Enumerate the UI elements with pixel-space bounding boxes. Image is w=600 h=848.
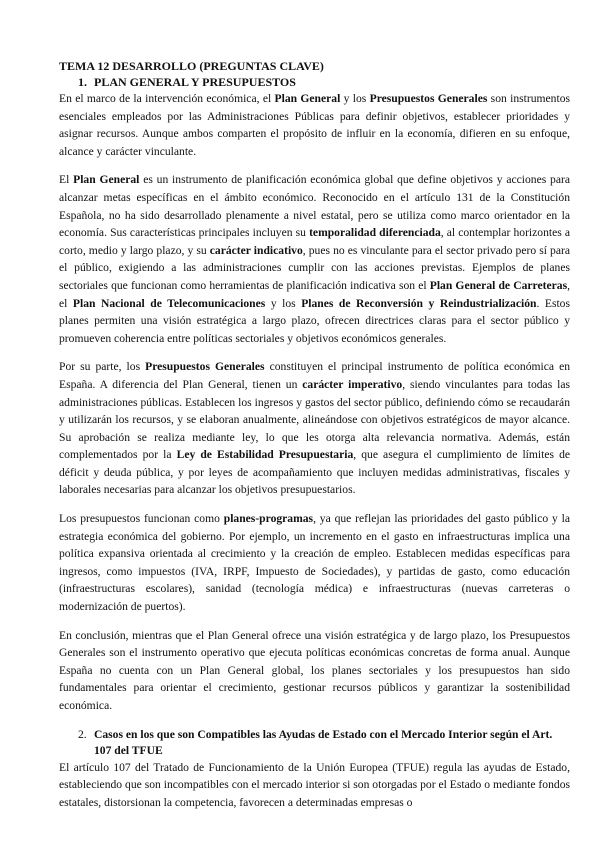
section-1-number: 1. xyxy=(78,75,87,89)
section-1-heading xyxy=(78,74,570,90)
section-2-heading xyxy=(78,727,570,759)
paragraph: El Plan General es un instrumento de planificación económica global que define objetivos y acciones para alcanzar metas específicas en el ámbito económico. Reconocido en el artículo 131 de la Constitución Española, no ha sido desarrollado plenamente a nivel estatal, pero se utiliza como marco orientador en la economía. Sus características principales incluyen su temporalidad diferenciada, al contemplar horizontes a corto, medio y largo plazo, y su carácter indicativo, pues no es vinculante para el sector privado pero sí para el público, exigiendo a las administraciones cumplir con las acciones previstas. Ejemplos de planes sectoriales que funcionan como herramientas de planificación indicativa son el Plan General de Carreteras, el Plan Nacional de Telecomunicaciones y los Planes de Reconversión y Reindustrialización. Estos planes permiten una visión estratégica a largo plazo, ofrecen directrices claras para el sector público y promueven coherencia entre políticas sectoriales y objetivos económicos generales. xyxy=(59,173,571,345)
bold-term: Plan General de Carreteras xyxy=(429,278,568,292)
section-2-number: 2. xyxy=(78,727,87,741)
paragraph: El artículo 107 del Tratado de Funcionamiento de la Unión Europea (TFUE) regula las ayudas de Estado, estableciendo que son incompatibles con el mercado interior si son otorgadas por el Estado o mediante fondos estatales, distorsionan la competencia, favorecen a determinadas empresas o xyxy=(59,760,570,809)
bold-term: temporalidad diferenciada xyxy=(309,226,441,240)
bold-term: planes-programas xyxy=(223,512,314,526)
paragraph: Por su parte, los Presupuestos Generales constituyen el principal instrumento de política económica en España. A diferencia del Plan General, tienen un carácter imperativo, siendo vinculantes para todas las administraciones públicas. Establecen los ingresos y gastos del sector público, definiendo cómo se recaudarán y utilizarán los recursos, y se elaboran anualmente, alineándose con objetivos estratégicos de mayor alcance. Su aprobación se realiza mediante ley, lo que les otorga alta relevancia normativa. Además, están complementados por la Ley de Estabilidad Presupuestaria, que asegura el cumplimiento de límites de déficit y deuda pública, y por leyes de acompañamiento que incluyen medidas administrativas, fiscales y laborales necesarias para alcanzar los objetivos presupuestarios. xyxy=(59,360,571,497)
bold-term: carácter indicativo xyxy=(209,243,303,257)
paragraph: En conclusión, mientras que el Plan General ofrece una visión estratégica y de largo plazo, los Presupuestos Generales son el instrumento operativo que ejecuta políticas económicas concretas de forma anual. Aunque España no cuenta con un Plan General global, los planes sectoriales y los presupuestos han sido fundamentales para orientar el crecimiento, gestionar recursos públicos y garantizar la sostenibilidad económica. xyxy=(59,628,570,712)
section-2-body xyxy=(59,759,570,812)
bold-term: Plan General xyxy=(73,173,140,187)
section-1-body xyxy=(59,90,570,715)
section-2-heading-text: Casos en los que son Compatibles las Ayudas de Estado con el Mercado Interior según el Art. 107 del TFUE xyxy=(94,727,553,757)
paragraph: En el marco de la intervención económica, el Plan General y los Presupuestos Generales son instrumentos esenciales empleados por las Administraciones Públicas para definir objetivos, establecer prioridades y asignar recursos. Aunque ambos comparten el propósito de influir en la economía, difieren en su enfoque, alcance y carácter vinculante. xyxy=(59,92,571,158)
bold-term: carácter imperativo xyxy=(302,377,403,391)
bold-term: Planes de Reconversión y Reindustrialización xyxy=(301,296,537,310)
section-1-heading-text: PLAN GENERAL Y PRESUPUESTOS xyxy=(94,75,296,89)
bold-term: Presupuestos Generales xyxy=(145,360,265,374)
paragraph: Los presupuestos funcionan como planes-programas, ya que reflejan las prioridades del gasto público y la estrategia económica del gobierno. Por ejemplo, un incremento en el gasto en infraestructuras implica una política expansiva orientada al crecimiento y la creación de empleo. Establecen medidas específicas para ingresos, como impuestos (IVA, IRPF, Impuesto de Sociedades), y partidas de gasto, como educación (infraestructuras escolares), sanidad (tecnología médica) e infraestructuras (nuevas carreteras o modernización de puertos). xyxy=(59,512,571,614)
bold-term: Presupuestos Generales xyxy=(369,92,488,105)
bold-term: Plan General xyxy=(274,92,341,105)
bold-term: Plan Nacional de Telecomunicaciones xyxy=(72,296,266,310)
document-title: TEMA 12 DESARROLLO (PREGUNTAS CLAVE) xyxy=(59,59,324,73)
bold-term: Ley de Estabilidad Presupuestaria xyxy=(176,448,354,462)
